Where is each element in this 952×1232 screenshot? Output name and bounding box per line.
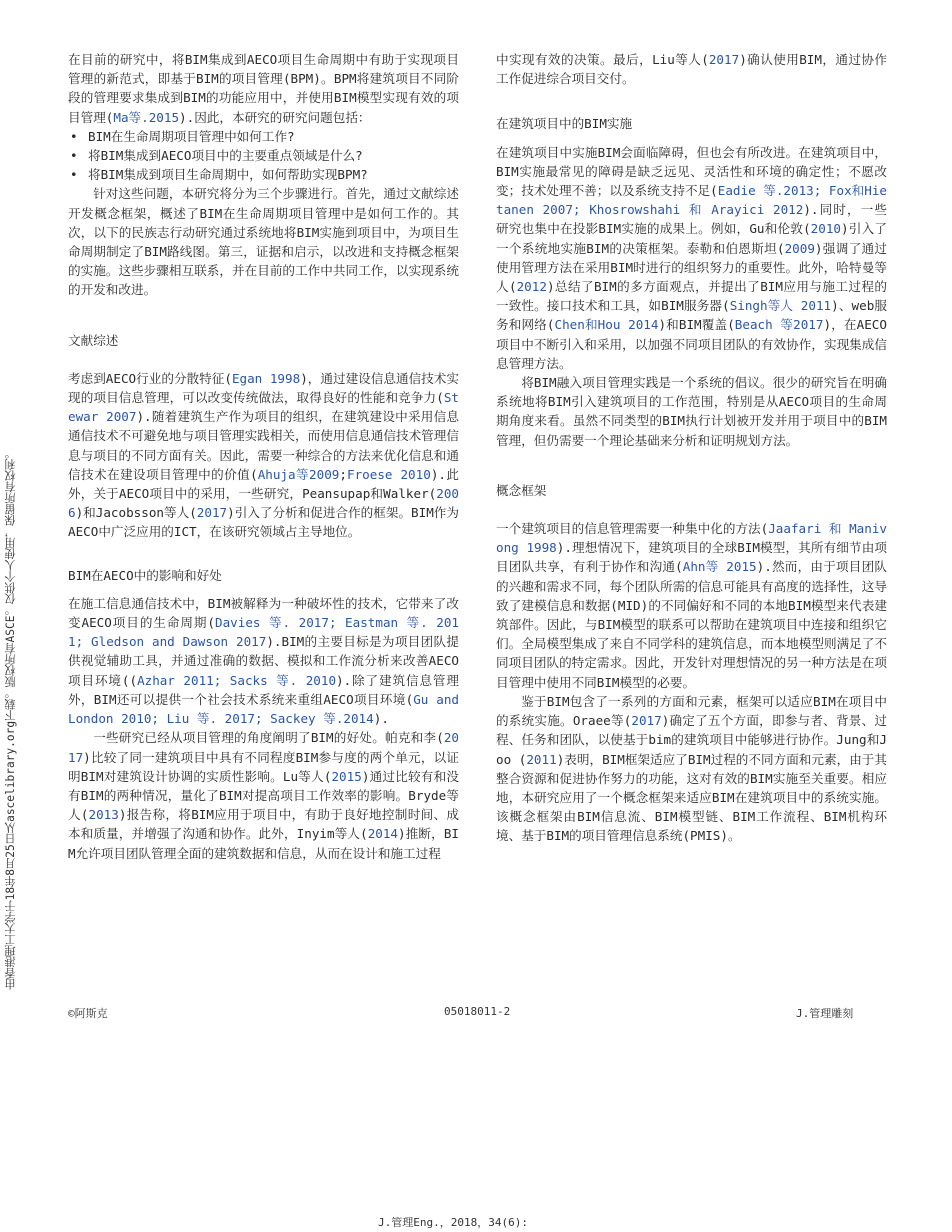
footer-copyright: ©阿斯克	[68, 1007, 108, 1020]
citation-link[interactable]: Davies 等. 2017; Eastman 等. 2011; Gledson and Dawson 2017	[68, 615, 459, 650]
journal-citation: J.管理Eng.，2018，34(6):	[378, 1216, 528, 1229]
download-notice: 由香港理工大学于18年8月25日从ascelibrary.org下载。版权所有ASCE。仅供个人使用，保留所有权利。	[4, 447, 17, 990]
citation-link[interactable]: 2009	[784, 240, 815, 256]
citation-link[interactable]: Chen和Hou 2014	[554, 317, 659, 333]
citation-link[interactable]: Ma等.2015	[113, 109, 180, 125]
method-paragraph: 针对这些问题，本研究将分为三个步骤进行。首先，通过文献综述开发概念框架，概述了BIM在生命周期项目管理中是如何工作的。其次，以下的民族志行动研究通过系统地将BIM实施到项目中，为项目生命周期制定了BIM路线图。第三，证据和启示，以改进和支持概念框架的实施。这些步骤相互联系，并在目前的工作中共同工作，以实现系统的开发和改进。	[68, 186, 459, 298]
citation-link[interactable]: Ahn等 2015	[682, 559, 757, 575]
citation-link[interactable]: Gu and London 2010; Liu 等. 2017; Sackey 等.2014	[68, 691, 459, 727]
citation-link[interactable]: Stewar 2007	[68, 390, 459, 425]
initiative-paragraph: 将BIM融入项目管理实践是一个系统的倡议。很少的研究旨在明确系统地将BIM引入建筑项目的工作范围，特别是从AECO项目的生命周期角度来看。虽然不同类型的BIM执行计划被开发并用于项目中的BIM管理，但仍需要一个理论基础来分析和证明规划方法。	[496, 375, 887, 448]
footer-page-id: 05018011-2	[444, 1005, 511, 1018]
intro-paragraph: 在目前的研究中，将BIM集成到AECO项目生命周期中有助于实现项目管理的新范式，即基于BIM的项目管理(BPM)。BPM将建筑项目不同阶段的管理要求集成到BIM的功能应用中，并使用BIM模型实现有效的项目管理(Ma等.2015).因此，本研究的研究问题包括：	[68, 52, 459, 125]
footer-journal: J.管理雕刻	[796, 1007, 854, 1020]
impact-paragraph: 在施工信息通信技术中，BIM被解释为一种破坏性的技术，它带来了改变AECO项目的生命周期(Davies 等. 2017; Eastman 等. 2011; Gledson and Dawson 2017).BIM的主要目标是为项目团队提供视觉辅助工具，并通过准确的数据、模拟和工作流分析来改善AECO项目环境((Azhar 2011; Sacks 等. 2010).除了建筑信息管理外，BIM还可以提供一个社会技术系统来重组AECO项目环境(Gu and London 2010; Liu 等. 2017; Sackey 等.2014).	[68, 595, 459, 727]
framework-elements-paragraph: 鉴于BIM包含了一系列的方面和元素，框架可以适应BIM在项目中的系统实施。Oraee等(2017)确定了五个方面，即参与者、背景、过程、任务和团队，以使基于bim的建筑项目中能够进行协作。Jung和Joo (2011)表明，BIM框架适应了BIM过程的不同方面和元素，由于其整合资源和促进协作努力的功能，这对有效的BIM实施至关重要。相应地，本研究应用了一个概念框架来适应BIM在建筑项目中的系统实施。该概念框架由BIM信息流、BIM模型链、BIM工作流程、BIM机构环境、基于BIM的项目管理信息系统(PMIS)。	[496, 693, 887, 844]
right-column	[496, 50, 887, 846]
section-heading-implementation: 在建筑项目中的BIM实施	[496, 116, 633, 132]
section-heading-literature: 文献综述	[68, 332, 119, 348]
list-item: • BIM在生命周期项目管理中如何工作?	[68, 127, 459, 146]
continued-paragraph: 中实现有效的决策。最后，Liu等人(2017)确认使用BIM，通过协作工作促进综合项目交付。	[496, 52, 887, 87]
citation-link[interactable]: Eadie 等.2013; Fox和Hietanen 2007; Khosrowshahi 和 Arayici 2012	[496, 183, 887, 218]
citation-link[interactable]: 2010	[810, 221, 842, 237]
citation-link[interactable]: Azhar 2011; Sacks 等. 2010	[137, 672, 337, 688]
citation-link[interactable]: Beach 等2017	[734, 317, 824, 333]
citation-link[interactable]: Jaafari 和 Manivong 1998	[496, 521, 887, 556]
citation-link[interactable]: 2017	[708, 52, 740, 67]
citation-link[interactable]: 2017	[196, 505, 228, 521]
list-item: • 将BIM集成到AECO项目中的主要重点领域是什么?	[68, 146, 459, 165]
citation-link[interactable]: 2015	[331, 768, 362, 784]
citation-link[interactable]: Ahuja等2009	[257, 466, 340, 482]
section-heading-impact: BIM在AECO中的影响和好处	[68, 567, 222, 583]
citation-link[interactable]: 2017	[631, 713, 662, 729]
citation-link[interactable]: 2006	[68, 486, 459, 521]
citation-link[interactable]: 2012	[516, 279, 547, 295]
citation-link[interactable]: 2017	[68, 730, 459, 765]
left-column	[68, 50, 459, 863]
section-heading-framework: 概念框架	[496, 482, 547, 498]
citation-link[interactable]: Egan 1998	[231, 370, 301, 386]
citation-link[interactable]: 2014	[367, 826, 399, 842]
literature-paragraph: 考虑到AECO行业的分散特征(Egan 1998)，通过建设信息通信技术实现的项目信息管理，可以改变传统做法，取得良好的性能和竞争力(Stewar 2007).随着建筑生产作为项目的组织，在建筑建设中采用信息通信技术不可避免地与项目管理实践相关，而使用信息通信技术管理信息与项目的不同方面有关。因此，需要一种综合的方法来优化信息和通信技术在建设项目管理中的价值(Ahuja等2009;Froese 2010).此外，关于AECO项目中的采用，一些研究，Peansupap和Walker(2006)和Jacobsson等人(2017)引入了分析和促进合作的框架。BIM作为AECO中广泛应用的ICT，在该研究领域占主导地位。	[68, 370, 459, 540]
research-questions-list	[68, 127, 459, 185]
citation-link[interactable]: Froese 2010	[346, 466, 431, 482]
benefits-paragraph: 一些研究已经从项目管理的角度阐明了BIM的好处。帕克和李(2017)比较了同一建筑项目中具有不同程度BIM参与度的两个单元，以证明BIM对建筑设计协调的实质性影响。Lu等人(2015)通过比较有和没有BIM的两种情况，量化了BIM对提高项目工作效率的影响。Bryde等人(2013)报告称，将BIM应用于项目中，有助于良好地控制时间、成本和质量，并增强了沟通和协作。此外，Inyim等人(2014)推断，BIM允许项目团队管理全面的建筑数据和信息，从而在设计和施工过程	[68, 730, 459, 861]
citation-link[interactable]: Singh等人 2011	[729, 298, 832, 314]
framework-paragraph: 一个建筑项目的信息管理需要一种集中化的方法(Jaafari 和 Manivong 1998).理想情况下，建筑项目的全球BIM模型，其所有细节由项目团队共享，有利于协作和沟通(Ahn等 2015).然而，由于项目团队的兴趣和需求不同，每个团队所需的信息可能具有高度的选择性，这导致了建模信息和数据(MID)的不同偏好和不同的本地BIM模型来代表建筑部件。因此，与BIM模型的联系可以帮助在建筑项目中连接和组织它们。全局模型集成了来自不同学科的建筑信息，而本地模型则满足了不同项目团队的特定需求。因此，开发针对理想情况的另一种方法是在项目管理中使用不同BIM模型的必要。	[496, 521, 887, 690]
list-item: • 将BIM集成到项目生命周期中，如何帮助实现BPM?	[68, 165, 459, 184]
implementation-paragraph: 在建筑项目中实施BIM会面临障碍，但也会有所改进。在建筑项目中，BIM实施最常见的障碍是缺乏远见、灵活性和环境的确定性；不愿改变；技术处理不善；以及系统支持不足(Eadie 等.2013; Fox和Hietanen 2007; Khosrowshahi 和 Arayici 2012).同时，一些研究也集中在投影BIM实施的成果上。例如，Gu和伦敦(2010)引入了一个系统地实施BIM的决策框架。泰勒和伯恩斯坦(2009)强调了通过使用管理方法在采用BIM时进行的组织努力的重要性。此外，哈特曼等人(2012)总结了BIM的多方面观点，并提出了BIM应用与施工过程的一致性。接口技术和工具，如BIM服务器(Singh等人 2011)、web服务和网络(Chen和Hou 2014)和BIM覆盖(Beach 等2017)，在AECO项目中不断引入和采用，以加强不同项目团队的有效协作，实现集成信息管理方法。	[496, 144, 887, 371]
citation-link[interactable]: 2011	[526, 751, 557, 767]
citation-link[interactable]: 2013	[88, 807, 119, 823]
